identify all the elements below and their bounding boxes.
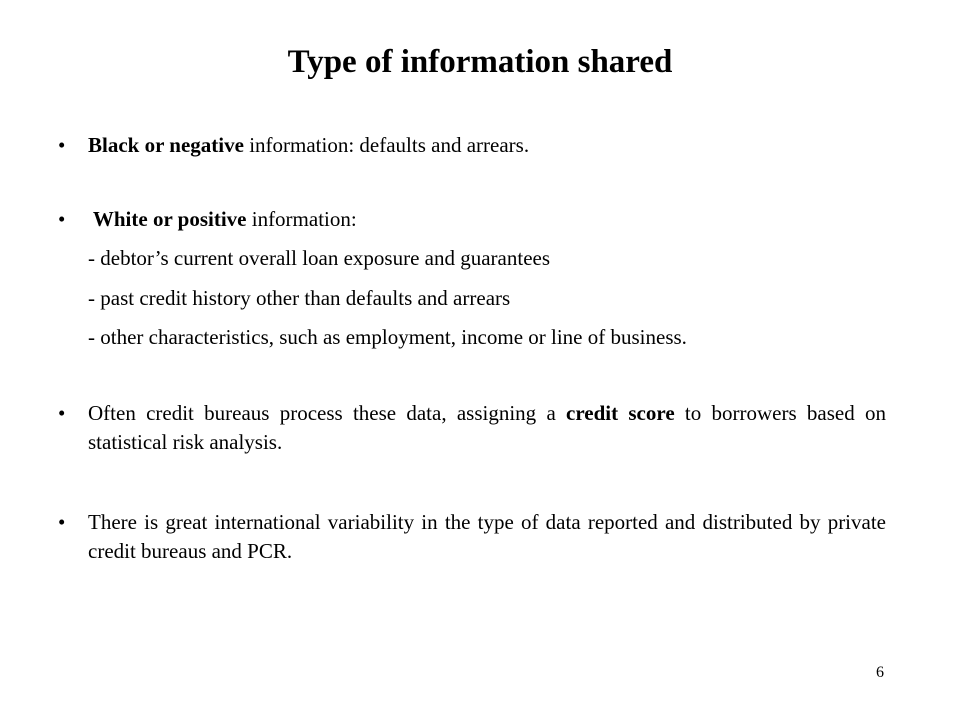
bullet-rest: information: defaults and arrears. — [243, 133, 530, 157]
bullet-white-info — [58, 205, 886, 234]
bullet-black-info — [58, 131, 886, 160]
bullet-text — [88, 131, 886, 160]
bullet-credit-score — [58, 399, 886, 457]
subitem-credit-history: - past credit history other than defaults and arrears — [88, 286, 511, 310]
bullet-text — [88, 399, 886, 457]
bullet-icon: • — [58, 133, 66, 157]
bullet-bold-term: credit score — [566, 401, 675, 425]
subitem-other-characteristics: - other characteristics, such as employment, income or line of business. — [88, 325, 687, 349]
bullet-rest: information: — [246, 207, 357, 231]
bullet-before: Often credit bureaus process these data, assigning a — [88, 401, 567, 425]
bullet-icon: • — [58, 510, 66, 534]
page-number: 6 — [876, 664, 884, 681]
bullet-bold-term: White or positive — [88, 207, 247, 231]
bullet-icon: • — [58, 207, 66, 231]
bullet-variability — [58, 508, 886, 566]
bullet-text: There is great international variability in the type of data reported and distributed by private credit bureaus and PCR. — [88, 510, 886, 563]
bullet-icon: • — [58, 401, 66, 425]
slide-title: Type of information shared — [287, 44, 673, 80]
bullet-bold-term: Black or negative — [88, 133, 244, 157]
bullet-text — [88, 205, 886, 234]
bullet-after: to borrowers based on statistical risk analysis. — [88, 401, 886, 454]
subitem-loan-exposure: - debtor’s current overall loan exposure and guarantees — [88, 246, 551, 270]
